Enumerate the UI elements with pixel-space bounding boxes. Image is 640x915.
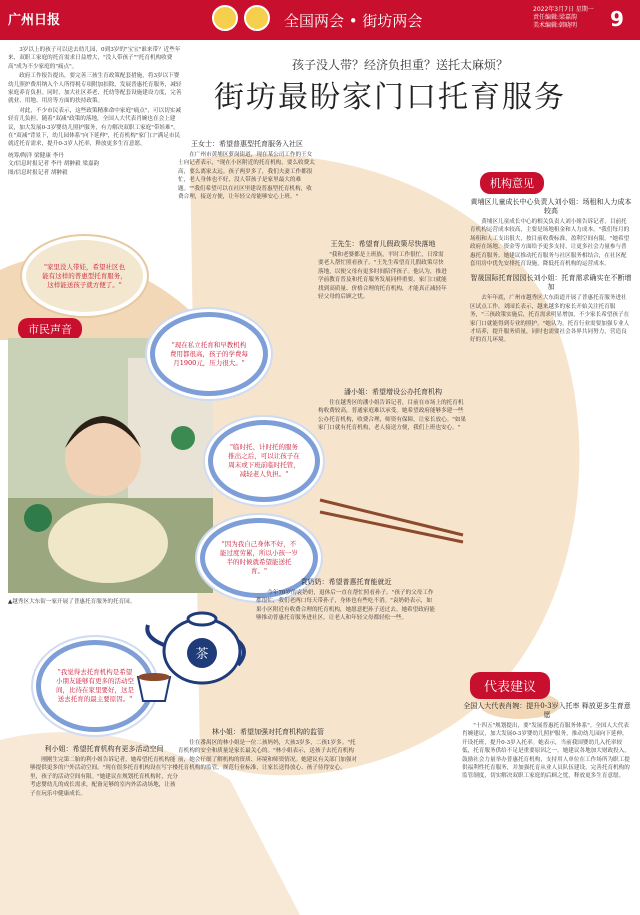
page-header (0, 0, 640, 40)
speaker-pan-block: 潘小姐：希望增设公办托育机构 住在越秀区的潘小姐告诉记者，目前在市场上的托育机构收费较高，普通家庭难以承受。她希望政府能够多建一些公办托育机构，收费合理，师资有保障，让家长放心。"如果家门口就有托育机构，老人接送方便，我们上班也安心。" (318, 388, 467, 432)
street-voice-tag: 市民声音 (18, 318, 82, 340)
page-number: 9 (610, 7, 624, 31)
quote-bubble-3: "因为我自己身体不好，不能过度劳累，所以小孩一岁半的时候就希望能送托育。" (200, 518, 318, 598)
speaker-li-block: 利小姐：希望托育机构有更多活动空间 刚刚生完第二胎的利小姐告诉记者，她希望托育机构能够提供更多的户外活动空间。"现在很多托育机构设在写字楼里，孩子的活动空间有限。"她建议在规划托育机构时，充分考虑婴幼儿的成长需求，配备足够的室内外活动场地，让孩子在玩乐中健康成长。 (30, 745, 178, 797)
representative-article: 全国人大代表肖婉：提升0-3岁入托率 释放更多生育意愿 "十四五"规划提出，要"发展普惠托育服务体系"。全国人大代表肖婉建议，加大发展0-3岁婴幼儿照护服务，推动幼儿园向下延伸，开设托班，提升0-3岁入托率。她表示，当前我国婴幼儿入托率较低，托育服务供给不足是重要原因之一。她建议各地加大财政投入，鼓励社会力量举办普惠托育机构，支持用人单位在工作场所为职工提供福利性托育服务，并加强托育从业人员队伍建设，完善托育机构的监管制度，切实解决双职工家庭的后顾之忧，释放更多生育意愿。 (462, 702, 631, 780)
npc-emblem-icon (212, 5, 238, 31)
cppcc-emblem-icon (244, 5, 270, 31)
expert-opinion-tag: 机构意见 (480, 172, 544, 194)
section-title: 全国两会 • 街坊两会 (284, 12, 423, 30)
representative-tag: 代表建议 (470, 672, 550, 699)
speaker-wang2-block: 王先生：希望育儿假政策尽快落地 "我和老婆都是上班族，平时工作很忙，日常需要老人帮忙照看孩子。"王先生希望育儿假政策尽快落地，以便父母有更多时间陪伴孩子。他认为，推进学前教育普及和托育服务发展同样重要，家门口就能找到高质量、价格合理的托育机构，才能真正减轻年轻父母的后顾之忧。 (318, 240, 447, 301)
intro-article: 3岁以上的孩子可以送去幼儿园，0到3岁的"宝宝"谁来带？近些年来，双职工家庭的托育需求日益增大，"没人带孩子""托育机构收费高"成为不少家庭的"痛点"。 政府工作报告提出，要完善三孩生育政策配套措施，将3岁以下婴幼儿照护费用纳入个人所得税专项附加扣除，发展普惠托育服务，减轻家庭养育负担。同时，加大社区养老、托幼等配套设施建设力度，完善就业、用地、用房等方面的扶持政策。 对此，不少市民表示，这些政策精准命中家庭"痛点"，可以切实减轻育儿负担。随着"双减"政策的落地，全国人大代表肖婉也在会上建议，加大发展0-3岁婴幼儿照护服务，有力解决双职工家庭"带娃难"。在"双减"背景下，幼儿园体系"向下延伸"，托育机构"家门口"满足市民就近托育需求，提升0-3岁人托率，释放更多生育意愿。 统筹/陶洋 梁健康 李丹 文/信息时报记者 李丹 胡翀毅 梁嘉韵 图/信息时报记者 胡翀毅 (8, 47, 182, 176)
teapot-label: 茶 (195, 647, 209, 662)
speaker-lin-block: 林小姐：希望加强对托育机构的监管 住在番禺区的林小姐是一位二孩妈妈，大孩3岁多，二孩1岁多。"托育机构的安全和质量是家长最关心的。"林小姐表示，送孩子去托育机构前，她会仔细了解机构的资质、环境和师资情况。她建议有关部门加强对托育机构的监管，规范行业标准，让家长送得放心、孩子待得安心。 (178, 728, 358, 772)
bowl-quote: "家里没人带娃，希望社区也能有这样的普惠型托育服务，这样能送孩子就方便了。" (22, 236, 147, 316)
newspaper-logo: 广州日报 (8, 13, 61, 28)
headline-title: 街坊最盼家门口托育服务 (214, 80, 566, 115)
teacup-icon (132, 665, 176, 709)
quote-bubble-4: "我觉得去托育机构是希望小朋友能够有更多的活动空间，比待在家里要好，这是送去托育的最主要原因。" (36, 640, 154, 732)
date-info: 2022年3月7日 星期一 责任编辑:梁嘉韵 美术编辑:韩晓明 (533, 6, 594, 29)
quote-bubble-2: "临时托、计时托的服务推出之后，可以让孩子在周末或下班前临时托管，减轻老人负担。" (208, 420, 320, 502)
expert-article: 黄埔区儿童成长中心负责人刘小姐：场租和人力成本较高 黄埔区儿童成长中心的相关负责人刘小姐告诉记者，目前托育机构运营成本较高，主要是场地租金和人力成本。"我们每月的场租和人工支出很大，按目前收费标准，盈利空间有限。"她希望政府在场地、资金等方面给予更多支持，让更多社会力量参与普惠托育服务。她建议推动托育服务与社区服务相结合，在社区配套用房中优先安排托育设施，降低托育机构的运营成本。 智晟国际托育园园长刘小姐：托育需求确实在不断增加 去年年底，广州市越秀区大东街道开展了普惠托育服务进社区试点工作。刘园长表示，越来越多的家长开始关注托育服务，"三孩政策实施后，托育需求明显增加，不少家长希望孩子在家门口就能得到专业的照护。"她认为，托育行业需要加强专业人才培养，提升服务质量，同时也需要社会各界共同努力，营造良好的育儿环境。 (470, 198, 632, 344)
quote-bubble-1: "现在私立托育和早教机构费用都很高，孩子的学费每月1900元，压力很大。" (150, 312, 268, 396)
photo-caption: ▲越秀区大东街一家开展了普惠托育服务的托育园。 (8, 599, 136, 605)
headline-subtitle: 孩子没人带？经济负担重？送托太麻烦？ (291, 58, 508, 72)
speaker-yuan-block: 袁奶奶：希望普惠托育能就近 今年70岁的袁奶奶，退休后一直在帮忙照看孙子。"孩子的父母工作都很忙，我们老两口每天带孙子，身体也有些吃不消。"袁奶奶表示，如果小区附近有收费合理的托育机构，她愿意把孙子送过去。她希望政府能够推动普惠托育服务进社区，让老人和年轻父母都轻松一些。 (256, 578, 436, 622)
speaker-wang-block: 王女士：希望普惠型托育服务入社区 在广州市黄埔区萝岗街道，现在某公司工作的王女士向记者表示，"现在小区附近的托育机构，要么收费太高，要么离家太远。孩子两岁多了，我们夫妻工作都很忙，老人身体也不好，没人带孩子是家里最大的难题。""我们希望可以在社区里建设普惠型托育机构，收费合理，接送方便，让年轻父母能够安心上班。" (178, 140, 315, 201)
chopsticks-icon (318, 490, 468, 550)
